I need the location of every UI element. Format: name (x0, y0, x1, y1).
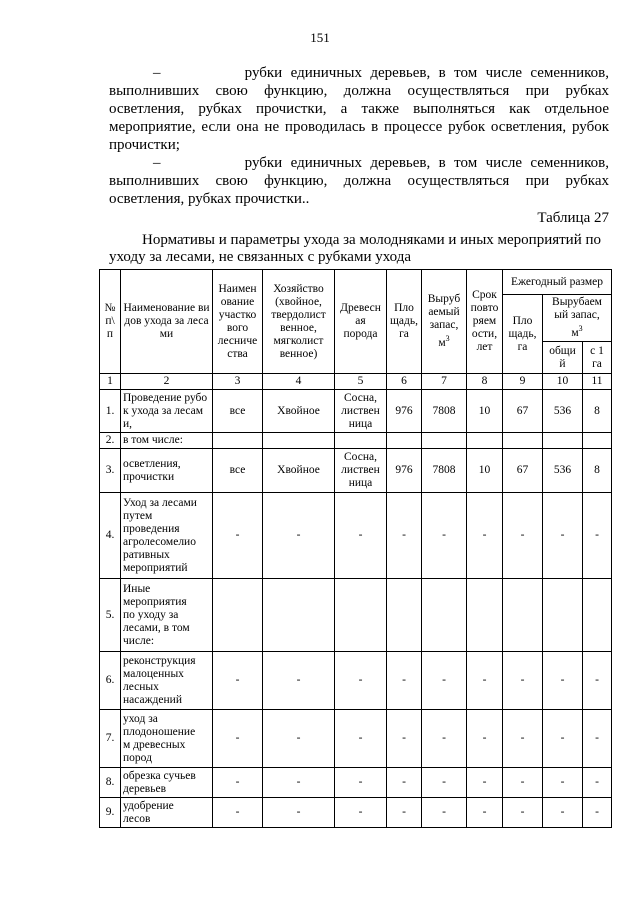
col-number: 1 (100, 374, 121, 390)
row-period: - (467, 798, 503, 828)
header-annual-volume-label: Вырубаем ый запас, м (552, 296, 602, 339)
row-annual-area: - (503, 652, 543, 710)
row-species: - (335, 768, 387, 798)
row-farm: - (263, 652, 335, 710)
col-number: 4 (263, 374, 335, 390)
row-forestry: все (213, 449, 263, 493)
row-species: - (335, 798, 387, 828)
row-species (335, 579, 387, 652)
row-annual-area (503, 433, 543, 449)
row-period: - (467, 768, 503, 798)
row-period (467, 433, 503, 449)
row-volume: - (422, 652, 467, 710)
row-species: Сосна, листвен ница (335, 449, 387, 493)
row-species: - (335, 652, 387, 710)
column-numbers-row (100, 374, 612, 390)
header-total: общи й (543, 342, 583, 374)
row-annual-total: 536 (543, 390, 583, 433)
row-species: - (335, 493, 387, 579)
row-number: 2. (100, 433, 121, 449)
header-per-ha: с 1 га (583, 342, 612, 374)
table-title: Нормативы и параметры ухода за молодняками и иных мероприятий по уходу за лесами, не связанных с рубками ухода (109, 232, 602, 265)
header-forestry: Наимен ование участко вого лесниче ства (213, 270, 263, 374)
header-cut-volume (422, 270, 467, 374)
row-volume: - (422, 768, 467, 798)
row-area (387, 579, 422, 652)
row-farm: Хвойное (263, 449, 335, 493)
row-period (467, 579, 503, 652)
header-area: Пло щадь, га (387, 270, 422, 374)
header-farm: Хозяйство (хвойное, твердолист венное, мягколист венное) (263, 270, 335, 374)
col-number: 2 (121, 374, 213, 390)
row-name: в том числе: (121, 433, 213, 449)
table-row (100, 390, 612, 433)
page-number: 151 (310, 30, 330, 45)
header-name: Наименование видов ухода за лесами (121, 270, 213, 374)
row-area: - (387, 768, 422, 798)
row-forestry: - (213, 493, 263, 579)
row-forestry: все (213, 390, 263, 433)
row-annual-per-ha (583, 579, 612, 652)
header-annual-volume (543, 295, 612, 342)
table-row (100, 768, 612, 798)
row-farm (263, 433, 335, 449)
col-number: 9 (503, 374, 543, 390)
header-cut-volume-label: Выруб аемый запас, м (427, 293, 461, 349)
header-annual-area: Пло щадь, га (503, 295, 543, 374)
table-row (100, 652, 612, 710)
table-caption: Таблица 27 (537, 210, 609, 226)
row-annual-per-ha (583, 433, 612, 449)
col-number: 8 (467, 374, 503, 390)
row-volume: - (422, 493, 467, 579)
row-volume: - (422, 710, 467, 768)
col-number: 10 (543, 374, 583, 390)
row-annual-area: - (503, 798, 543, 828)
table-row (100, 798, 612, 828)
row-period: - (467, 652, 503, 710)
header-species: Древесн ая порода (335, 270, 387, 374)
paragraph-1: – рубки единичных деревьев, в том числе семенников, выполнивших свою функцию, должна осуществляться при рубках осветления, рубках прочистки, а также выполняться как отдельное мероприятие, если она не проводилась в процессе рубок осветления, рубок прочистки; (109, 65, 609, 153)
table-row (100, 579, 612, 652)
row-volume: 7808 (422, 390, 467, 433)
row-number: 8. (100, 768, 121, 798)
row-forestry: - (213, 652, 263, 710)
row-forestry: - (213, 710, 263, 768)
row-area: - (387, 652, 422, 710)
header-annual-volume-sup: 3 (578, 324, 583, 334)
row-forestry (213, 433, 263, 449)
row-name: осветления, прочистки (121, 449, 213, 493)
row-annual-total: - (543, 798, 583, 828)
row-name: Иные мероприятия по уходу за лесами, в том числе: (121, 579, 213, 652)
row-farm: Хвойное (263, 390, 335, 433)
row-area: - (387, 493, 422, 579)
row-annual-per-ha: - (583, 710, 612, 768)
row-annual-total: - (543, 493, 583, 579)
header-no: № п\ п (100, 270, 121, 374)
row-annual-total (543, 579, 583, 652)
row-area (387, 433, 422, 449)
row-number: 9. (100, 798, 121, 828)
header-annual: Ежегодный размер (503, 270, 612, 295)
table-row (100, 449, 612, 493)
row-forestry: - (213, 798, 263, 828)
row-name: Проведение рубок ухода за лесами, (121, 390, 213, 433)
row-number: 3. (100, 449, 121, 493)
row-area: - (387, 798, 422, 828)
row-name: уход за плодоношение м древесных пород (121, 710, 213, 768)
row-period: - (467, 493, 503, 579)
row-farm: - (263, 710, 335, 768)
row-volume (422, 433, 467, 449)
row-annual-per-ha: 8 (583, 449, 612, 493)
row-name: удобрение лесов (121, 798, 213, 828)
row-number: 5. (100, 579, 121, 652)
row-volume: 7808 (422, 449, 467, 493)
row-annual-per-ha: - (583, 652, 612, 710)
row-forestry: - (213, 768, 263, 798)
table-row (100, 493, 612, 579)
row-forestry (213, 579, 263, 652)
row-period: - (467, 710, 503, 768)
row-annual-per-ha: - (583, 768, 612, 798)
row-species (335, 433, 387, 449)
row-farm (263, 579, 335, 652)
row-annual-area (503, 579, 543, 652)
row-annual-per-ha: - (583, 493, 612, 579)
paragraph-2: – рубки единичных деревьев, в том числе семенников, выполнивших свою функцию, должна осуществляться при рубках осветления, рубках прочистки.. (109, 155, 609, 207)
row-name: реконструкция малоценных лесных насаждений (121, 652, 213, 710)
header-cut-volume-sup: 3 (445, 334, 450, 344)
row-name: обрезка сучьев деревьев (121, 768, 213, 798)
forest-care-table (99, 269, 612, 828)
row-annual-total: - (543, 710, 583, 768)
row-period: 10 (467, 449, 503, 493)
col-number: 6 (387, 374, 422, 390)
row-number: 7. (100, 710, 121, 768)
row-area: 976 (387, 449, 422, 493)
row-farm: - (263, 798, 335, 828)
row-volume: - (422, 798, 467, 828)
row-annual-per-ha: - (583, 798, 612, 828)
row-annual-area: - (503, 710, 543, 768)
col-number: 3 (213, 374, 263, 390)
row-area: - (387, 710, 422, 768)
row-annual-area: 67 (503, 390, 543, 433)
header-repeat-period: Срок повто ряем ости, лет (467, 270, 503, 374)
col-number: 7 (422, 374, 467, 390)
row-annual-area: - (503, 768, 543, 798)
row-number: 4. (100, 493, 121, 579)
col-number: 11 (583, 374, 612, 390)
row-area: 976 (387, 390, 422, 433)
row-period: 10 (467, 390, 503, 433)
row-name: Уход за лесами путем проведения агролесомелио ративных мероприятий (121, 493, 213, 579)
row-annual-total: - (543, 768, 583, 798)
row-number: 1. (100, 390, 121, 433)
row-species: - (335, 710, 387, 768)
row-species: Сосна, листвен ница (335, 390, 387, 433)
row-volume (422, 579, 467, 652)
row-annual-per-ha: 8 (583, 390, 612, 433)
row-annual-area: - (503, 493, 543, 579)
table-row (100, 710, 612, 768)
row-annual-total (543, 433, 583, 449)
row-number: 6. (100, 652, 121, 710)
table-row (100, 433, 612, 449)
row-farm: - (263, 768, 335, 798)
row-annual-total: - (543, 652, 583, 710)
row-farm: - (263, 493, 335, 579)
col-number: 5 (335, 374, 387, 390)
row-annual-area: 67 (503, 449, 543, 493)
row-annual-total: 536 (543, 449, 583, 493)
